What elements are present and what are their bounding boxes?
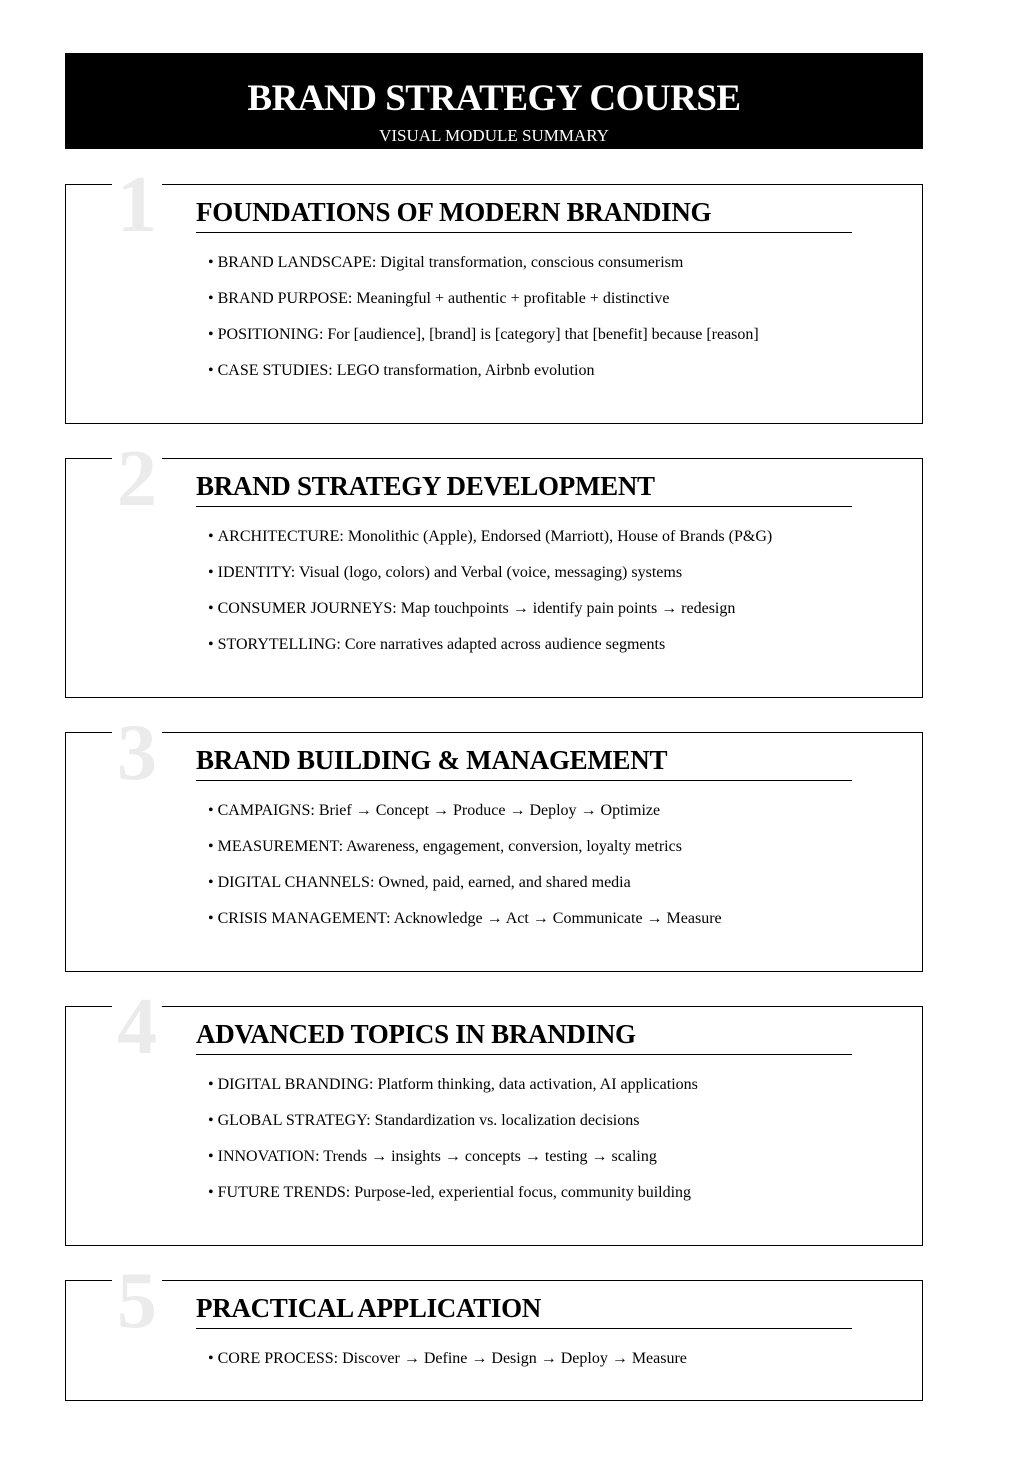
list-item (208, 591, 772, 627)
bullet: • (208, 290, 214, 307)
list-item-text: BRAND PURPOSE: Meaningful + authentic + profitable + distinctive (217, 290, 670, 307)
list-item (208, 793, 722, 829)
list-item (208, 901, 722, 937)
list-item (208, 1103, 698, 1139)
module-title: ADVANCED TOPICS IN BRANDING (196, 1016, 852, 1055)
list-item-text: POSITIONING: For [audience], [brand] is [category] that [benefit] because [reason] (217, 326, 759, 343)
module-card-5 (65, 1257, 923, 1401)
module-number: 4 (112, 985, 162, 1069)
list-item-text: CASE STUDIES: LEGO transformation, Airbnb evolution (217, 362, 595, 379)
list-item-text: CRISIS MANAGEMENT: Acknowledge → Act → Communicate → Measure (217, 910, 722, 927)
list-item-text: CAMPAIGNS: Brief → Concept → Produce → Deploy → Optimize (217, 802, 661, 819)
list-item-text: FUTURE TRENDS: Purpose-led, experiential focus, community building (217, 1184, 692, 1201)
list-item-text: IDENTITY: Visual (logo, colors) and Verbal (voice, messaging) systems (217, 564, 683, 581)
list-item-text: BRAND LANDSCAPE: Digital transformation, conscious consumerism (217, 254, 684, 271)
bullet: • (208, 1350, 214, 1367)
list-item-text: CONSUMER JOURNEYS: Map touchpoints → identify pain points → redesign (217, 600, 736, 617)
bullet: • (208, 1076, 214, 1093)
list-item (208, 555, 772, 591)
bullet: • (208, 636, 214, 653)
course-subtitle: VISUAL MODULE SUMMARY (379, 126, 609, 145)
module-item-list (208, 1067, 698, 1211)
list-item (208, 245, 759, 281)
list-item-text: GLOBAL STRATEGY: Standardization vs. localization decisions (217, 1112, 640, 1129)
bullet: • (208, 254, 214, 271)
module-card-1 (65, 161, 923, 424)
list-item-text: CORE PROCESS: Discover → Define → Design → Deploy → Measure (217, 1350, 687, 1367)
list-item-text: INNOVATION: Trends → insights → concepts → testing → scaling (217, 1148, 657, 1165)
module-card-3 (65, 709, 923, 972)
bullet: • (208, 528, 214, 545)
module-title: FOUNDATIONS OF MODERN BRANDING (196, 194, 852, 233)
module-title: PRACTICAL APPLICATION (196, 1290, 852, 1329)
list-item-text: MEASUREMENT: Awareness, engagement, conversion, loyalty metrics (217, 838, 682, 855)
list-item (208, 519, 772, 555)
module-number: 1 (112, 163, 162, 247)
list-item (208, 1139, 698, 1175)
list-item-text: STORYTELLING: Core narratives adapted across audience segments (217, 636, 666, 653)
bullet: • (208, 838, 214, 855)
bullet: • (208, 600, 214, 617)
module-card-2 (65, 435, 923, 698)
module-number: 5 (112, 1259, 162, 1343)
module-number: 3 (112, 711, 162, 795)
list-item-text: DIGITAL BRANDING: Platform thinking, data activation, AI applications (217, 1076, 698, 1093)
bullet: • (208, 362, 214, 379)
module-item-list (208, 245, 759, 389)
bullet: • (208, 564, 214, 581)
list-item-text: DIGITAL CHANNELS: Owned, paid, earned, and shared media (217, 874, 631, 891)
module-card-4 (65, 983, 923, 1246)
list-item (208, 1067, 698, 1103)
list-item (208, 281, 759, 317)
module-number: 2 (112, 437, 162, 521)
list-item (208, 1341, 687, 1377)
list-item (208, 1175, 698, 1211)
list-item (208, 829, 722, 865)
course-title: BRAND STRATEGY COURSE (247, 78, 741, 119)
list-item (208, 865, 722, 901)
module-title: BRAND BUILDING & MANAGEMENT (196, 742, 852, 781)
bullet: • (208, 1184, 214, 1201)
bullet: • (208, 910, 214, 927)
course-header (65, 53, 923, 149)
module-item-list (208, 1341, 687, 1377)
bullet: • (208, 1112, 214, 1129)
bullet: • (208, 326, 214, 343)
bullet: • (208, 802, 214, 819)
module-title: BRAND STRATEGY DEVELOPMENT (196, 468, 852, 507)
module-item-list (208, 793, 722, 937)
bullet: • (208, 1148, 214, 1165)
list-item-text: ARCHITECTURE: Monolithic (Apple), Endorsed (Marriott), House of Brands (P&G) (217, 528, 773, 545)
list-item (208, 317, 759, 353)
list-item (208, 627, 772, 663)
module-item-list (208, 519, 772, 663)
bullet: • (208, 874, 214, 891)
list-item (208, 353, 759, 389)
